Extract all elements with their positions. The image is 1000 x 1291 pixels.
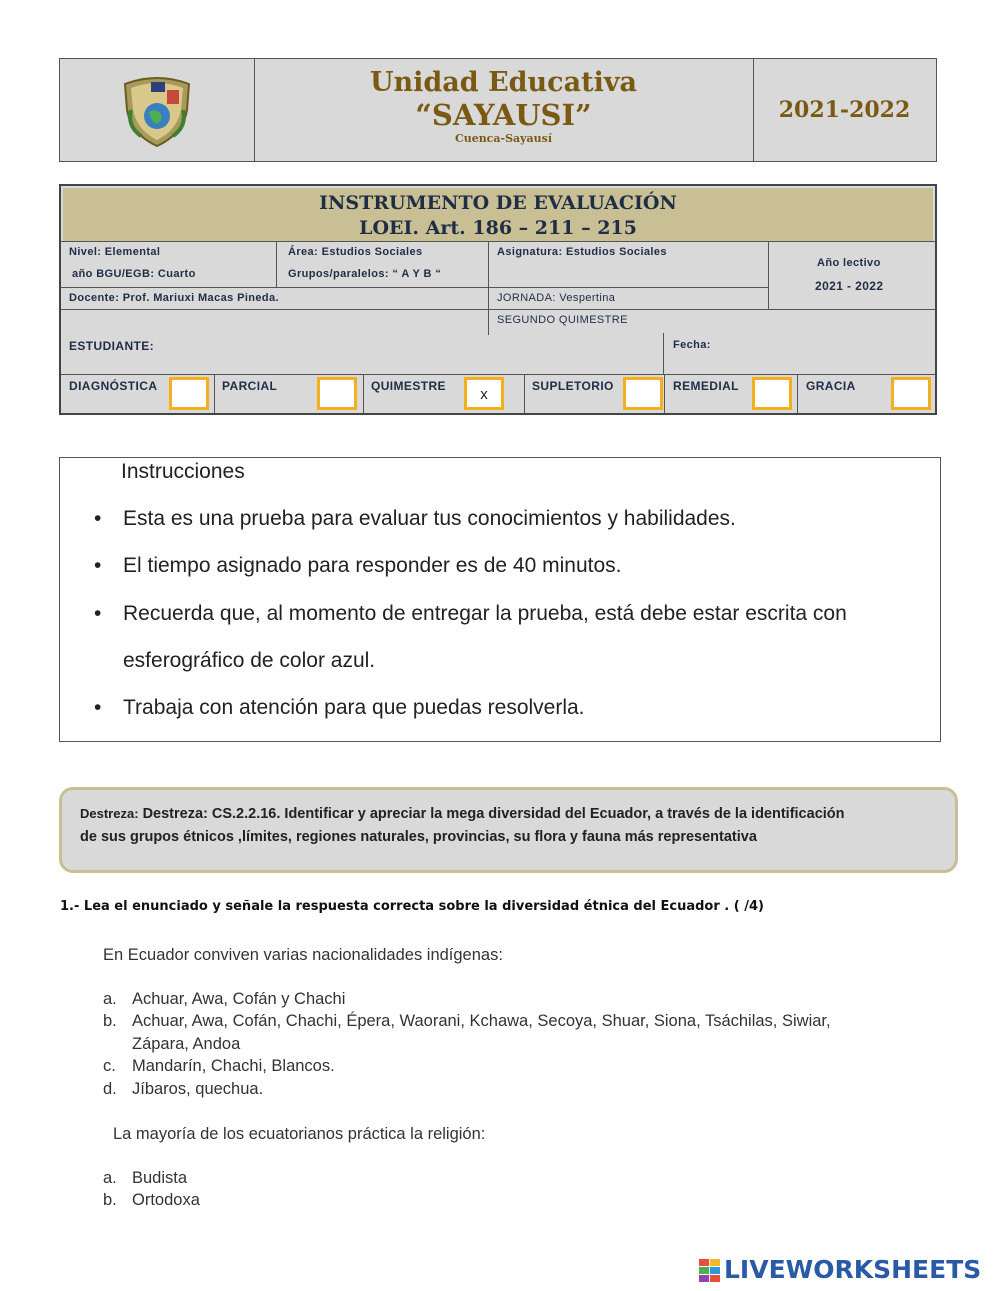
type-diagnostica-checkbox[interactable] (169, 377, 209, 410)
instruction-item: El tiempo asignado para responder es de 40 minutos. (123, 554, 622, 577)
liveworksheets-brand: LIVEWORKSHEETS (724, 1255, 982, 1284)
question-1-stem-1: En Ecuador conviven varias nacionalidades indígenas: (103, 946, 503, 964)
evaluation-instrument-table (59, 184, 937, 415)
option-c-text[interactable]: Mandarín, Chachi, Blancos. (132, 1057, 335, 1075)
logo-cell (60, 59, 255, 161)
school-year: 2021-2022 (778, 97, 911, 123)
school-year-cell (753, 59, 936, 161)
type-parcial-checkbox[interactable] (317, 377, 357, 410)
option-b-text[interactable]: Achuar, Awa, Cofán, Chachi, Épera, Waorani, Kchawa, Secoya, Shuar, Siona, Tsáchilas, Siwiar, (132, 1012, 831, 1030)
school-crest-icon (117, 70, 197, 150)
docente-label: Docente: Prof. Mariuxi Macas Pineda. (69, 292, 280, 304)
grupos-label: Grupos/paralelos: “ A Y B “ (288, 268, 442, 280)
option-letter: d. (103, 1080, 117, 1098)
option-letter: c. (103, 1057, 116, 1075)
option-letter: a. (103, 990, 117, 1008)
type-remedial-label: REMEDIAL (673, 379, 739, 393)
destreza-text-line1: Destreza: CS.2.2.16. Identificar y apreciar la mega diversidad del Ecuador, a través de la identificación (142, 806, 845, 822)
nivel-label: Nivel: Elemental (69, 246, 161, 258)
jornada-label: JORNADA: Vespertina (497, 292, 616, 304)
bullet-icon: • (94, 507, 102, 530)
option-d-text[interactable]: Jíbaros, quechua. (132, 1080, 264, 1098)
option-letter: b. (103, 1191, 117, 1209)
quimestre-period-label: SEGUNDO QUIMESTRE (497, 314, 628, 326)
type-diagnostica-label: DIAGNÓSTICA (69, 379, 158, 393)
type-gracia-label: GRACIA (806, 379, 856, 393)
type-gracia-checkbox[interactable] (891, 377, 931, 410)
question-1-stem-2: La mayoría de los ecuatorianos práctica la religión: (113, 1125, 486, 1143)
option-b-text-continuation[interactable]: Zápara, Andoa (132, 1035, 241, 1053)
anio-lectivo-value: 2021 - 2022 (815, 279, 884, 293)
destreza-text-line2: de sus grupos étnicos ,límites, regiones naturales, provincias, su flora y fauna más representativa (80, 829, 757, 845)
destreza-box (59, 787, 958, 873)
type-supletorio-checkbox[interactable] (623, 377, 663, 410)
type-parcial-label: PARCIAL (222, 379, 278, 393)
anio-lectivo-label: Año lectivo (817, 257, 881, 269)
liveworksheets-logo-icon (699, 1259, 721, 1283)
anio-bgu-label: año BGU/EGB: Cuarto (72, 268, 196, 280)
estudiante-field[interactable]: ESTUDIANTE: (69, 339, 155, 353)
instructions-box (59, 457, 941, 742)
type-quimestre-checkbox[interactable]: x (464, 377, 504, 410)
bullet-icon: • (94, 696, 102, 719)
instrument-title-line2: LOEI. Art. 186 – 211 – 215 (359, 217, 637, 239)
destreza-label: Destreza: (80, 806, 139, 821)
option-letter: b. (103, 1012, 117, 1030)
type-supletorio-label: SUPLETORIO (532, 379, 614, 393)
school-title-cell (254, 59, 754, 161)
option-a-text[interactable]: Budista (132, 1169, 188, 1187)
instruction-item-continuation: esferográfico de color azul. (123, 649, 376, 672)
type-quimestre-label: QUIMESTRE (371, 379, 446, 393)
bullet-icon: • (94, 554, 102, 577)
instrument-title (63, 188, 933, 241)
area-label: Área: Estudios Sociales (288, 246, 423, 258)
school-name-line1: Unidad Educativa (369, 67, 638, 98)
asignatura-label: Asignatura: Estudios Sociales (497, 246, 667, 258)
fecha-field[interactable]: Fecha: (673, 339, 711, 351)
option-b-text[interactable]: Ortodoxa (132, 1191, 200, 1209)
question-1-prompt: 1.- Lea el enunciado y señale la respuesta correcta sobre la diversidad étnica del Ecuador . ( /4) (60, 899, 764, 914)
option-a-text[interactable]: Achuar, Awa, Cofán y Chachi (132, 990, 346, 1008)
instruction-item: Esta es una prueba para evaluar tus conocimientos y habilidades. (123, 507, 736, 530)
instruction-item: Recuerda que, al momento de entregar la prueba, está debe estar escrita con (123, 602, 847, 625)
bullet-icon: • (94, 602, 102, 625)
instruction-item: Trabaja con atención para que puedas resolverla. (123, 696, 585, 719)
instrument-title-line1: INSTRUMENTO DE EVALUACIÓN (319, 192, 677, 214)
type-remedial-checkbox[interactable] (752, 377, 792, 410)
option-letter: a. (103, 1169, 117, 1187)
school-header (59, 58, 937, 162)
school-name-line2: “SAYAUSI” (415, 98, 592, 132)
instructions-title: Instrucciones (121, 460, 245, 483)
school-city: Cuenca-Sayausí (454, 132, 553, 145)
